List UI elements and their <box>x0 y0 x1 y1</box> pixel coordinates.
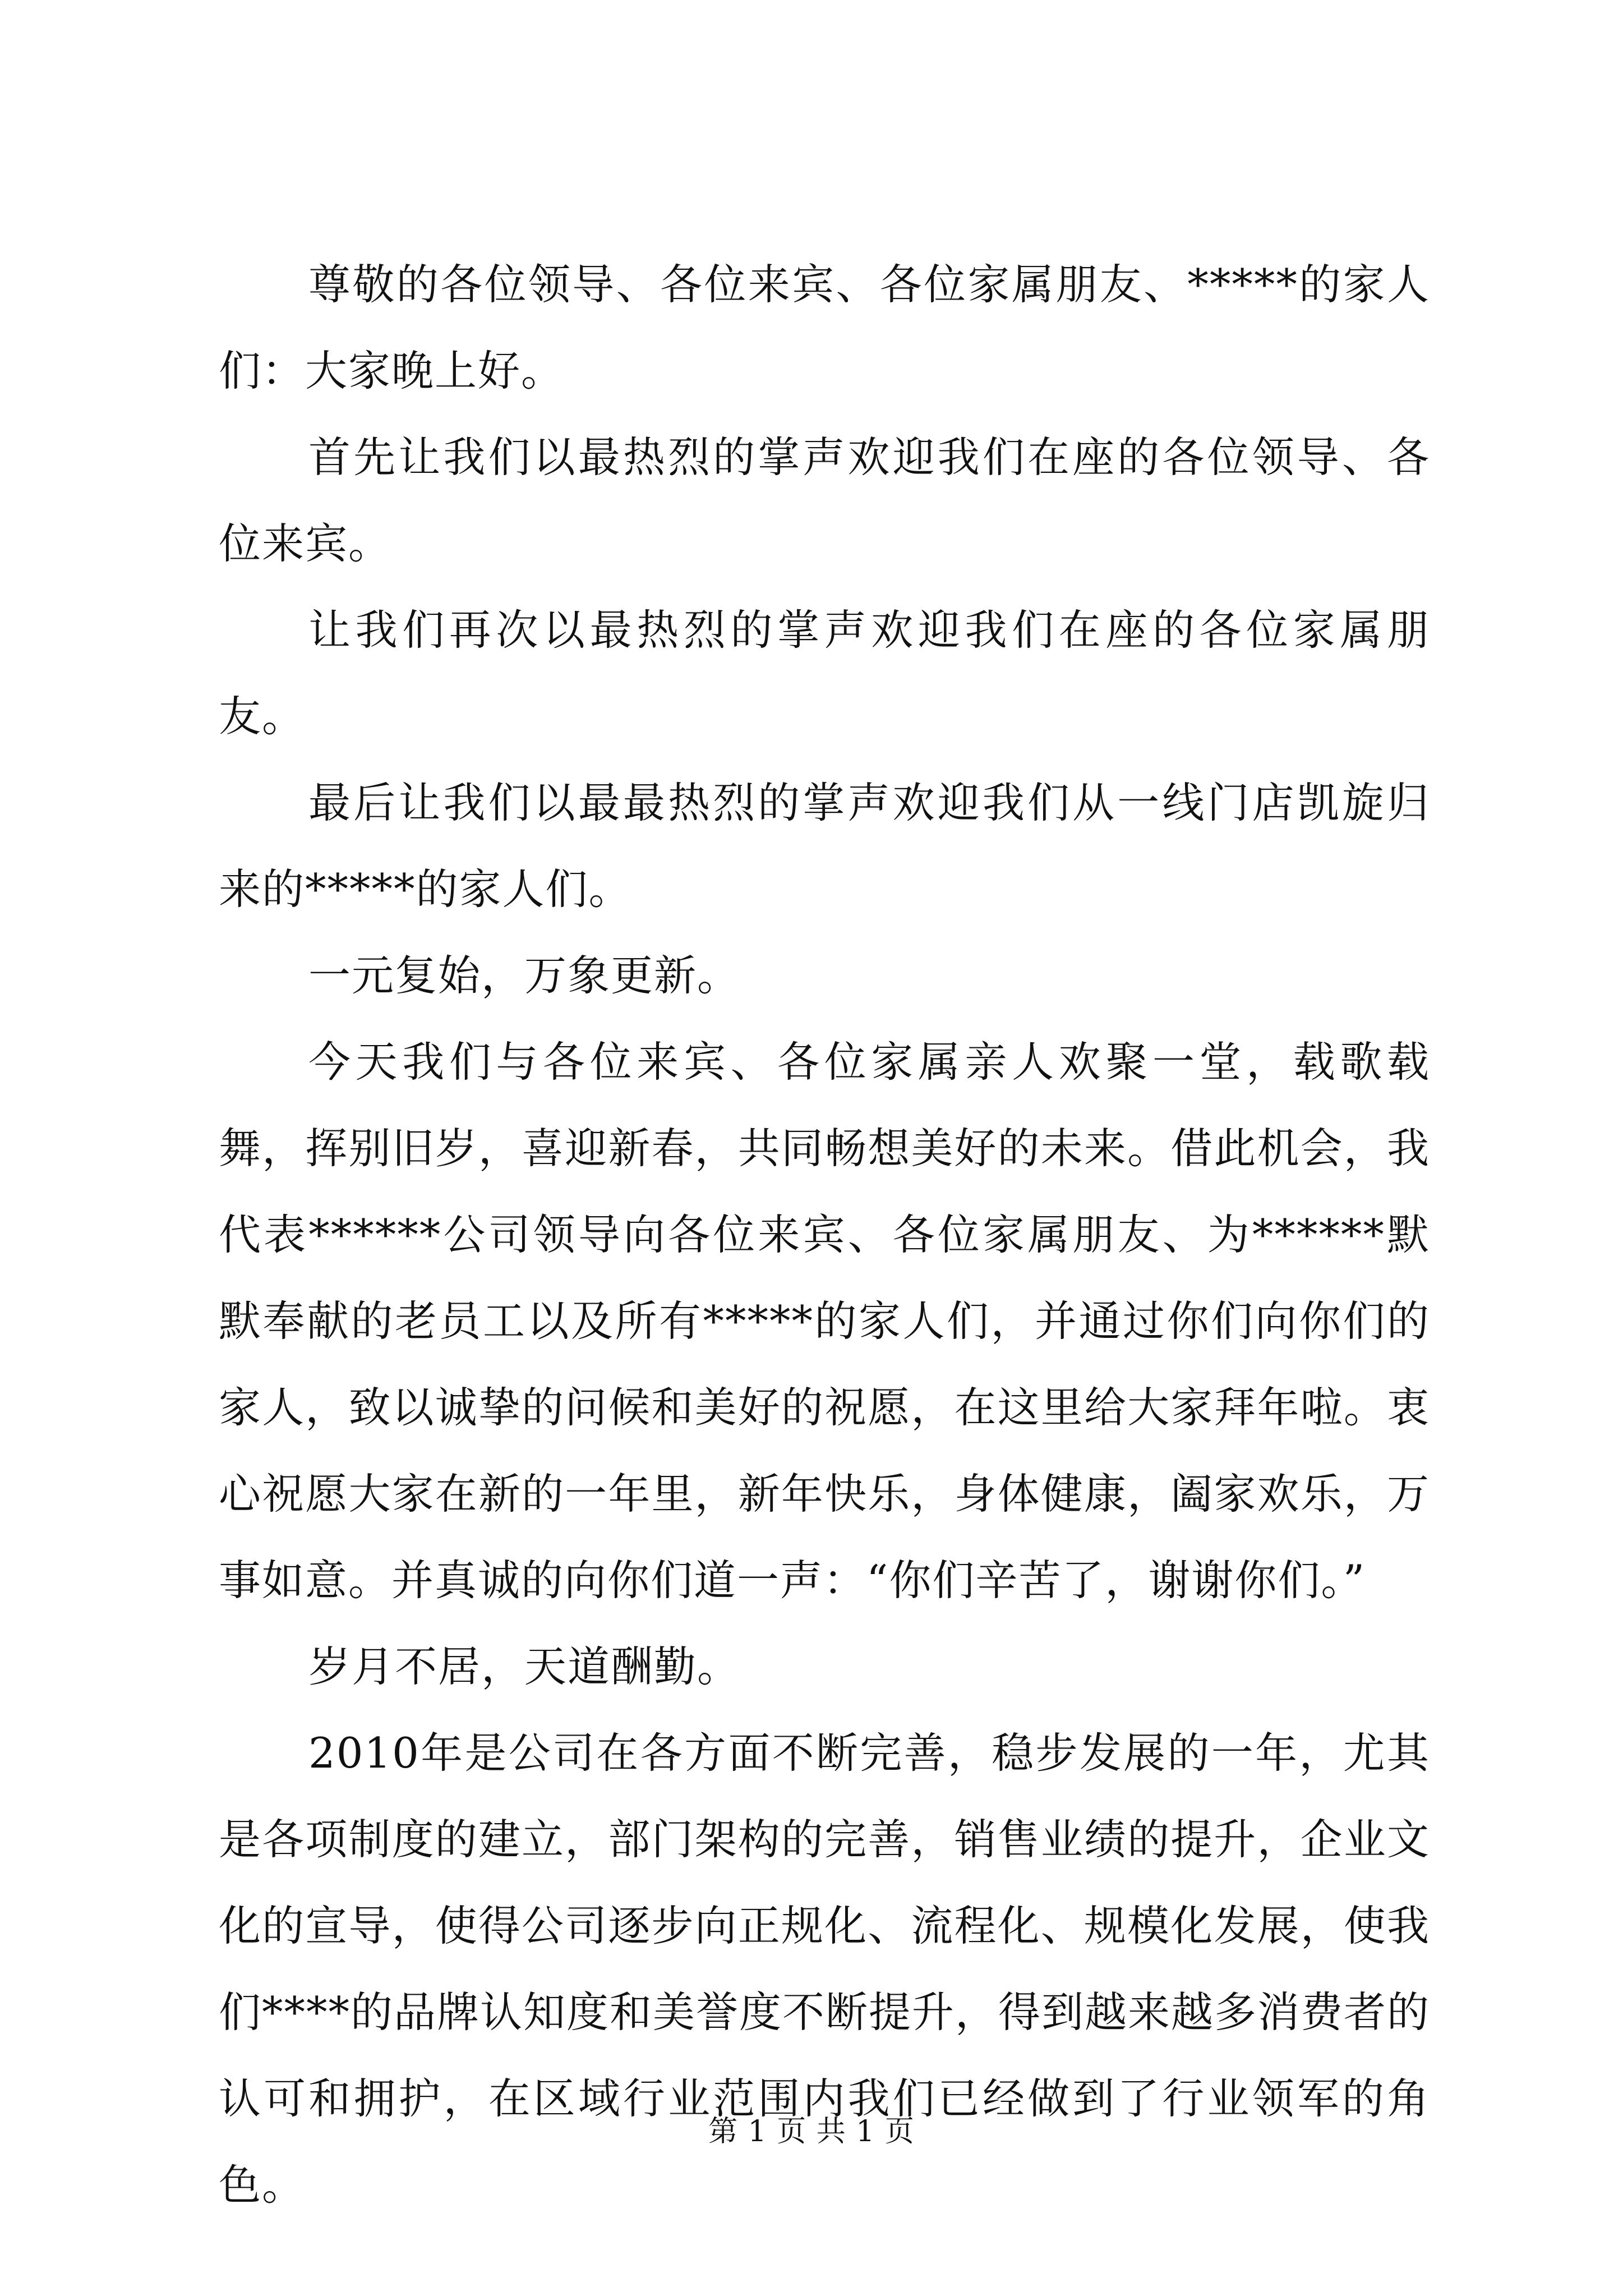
paragraph-new-year: 一元复始，万象更新。 <box>308 951 741 1000</box>
document-body <box>219 241 1430 2228</box>
paragraph-greeting: 尊敬的各位领导、各位来宾、各位家属朋友、*****的家人们：大家晚上好。 <box>219 260 1430 395</box>
paragraph-2010-review: 2010年是公司在各方面不断完善，稳步发展的一年，尤其是各项制度的建立，部门架构的完善，销售业绩的提升，企业文化的宣导，使得公司逐步向正规化、流程化、规模化发展，使我们****的品牌认知度和美誉度不断提升，得到越来越多消费者的认可和拥护，在区域行业范围内我们已经做到了行业领军的角色。 <box>219 1728 1431 2210</box>
paragraph-welcome-leaders: 首先让我们以最热烈的掌声欢迎我们在座的各位领导、各位来宾。 <box>219 432 1430 568</box>
paragraph-welcome-staff: 最后让我们以最最热烈的掌声欢迎我们从一线门店凯旋归来的*****的家人们。 <box>219 778 1430 914</box>
page-footer: 第 1 页 共 1 页 <box>708 2115 915 2148</box>
paragraph-diligence: 岁月不居，天道酬勤。 <box>308 1642 741 1691</box>
paragraph-greetings-wishes: 今天我们与各位来宾、各位家属亲人欢聚一堂，载歌载舞，挥别旧岁，喜迎新春，共同畅想美好的未来。借此机会，我代表******公司领导向各位来宾、各位家属朋友、为******默默奉献的老员工以及所有*****的家人们，并通过你们向你们的家人，致以诚挚的问候和美好的祝愿，在这里给大家拜年啦。衷心祝愿大家在新的一年里，新年快乐，身体健康，阖家欢乐，万事如意。并真诚的向你们道一声：“你们辛苦了，谢谢你们。” <box>219 1037 1430 1605</box>
paragraph-welcome-family: 让我们再次以最热烈的掌声欢迎我们在座的各位家属朋友。 <box>219 605 1430 741</box>
